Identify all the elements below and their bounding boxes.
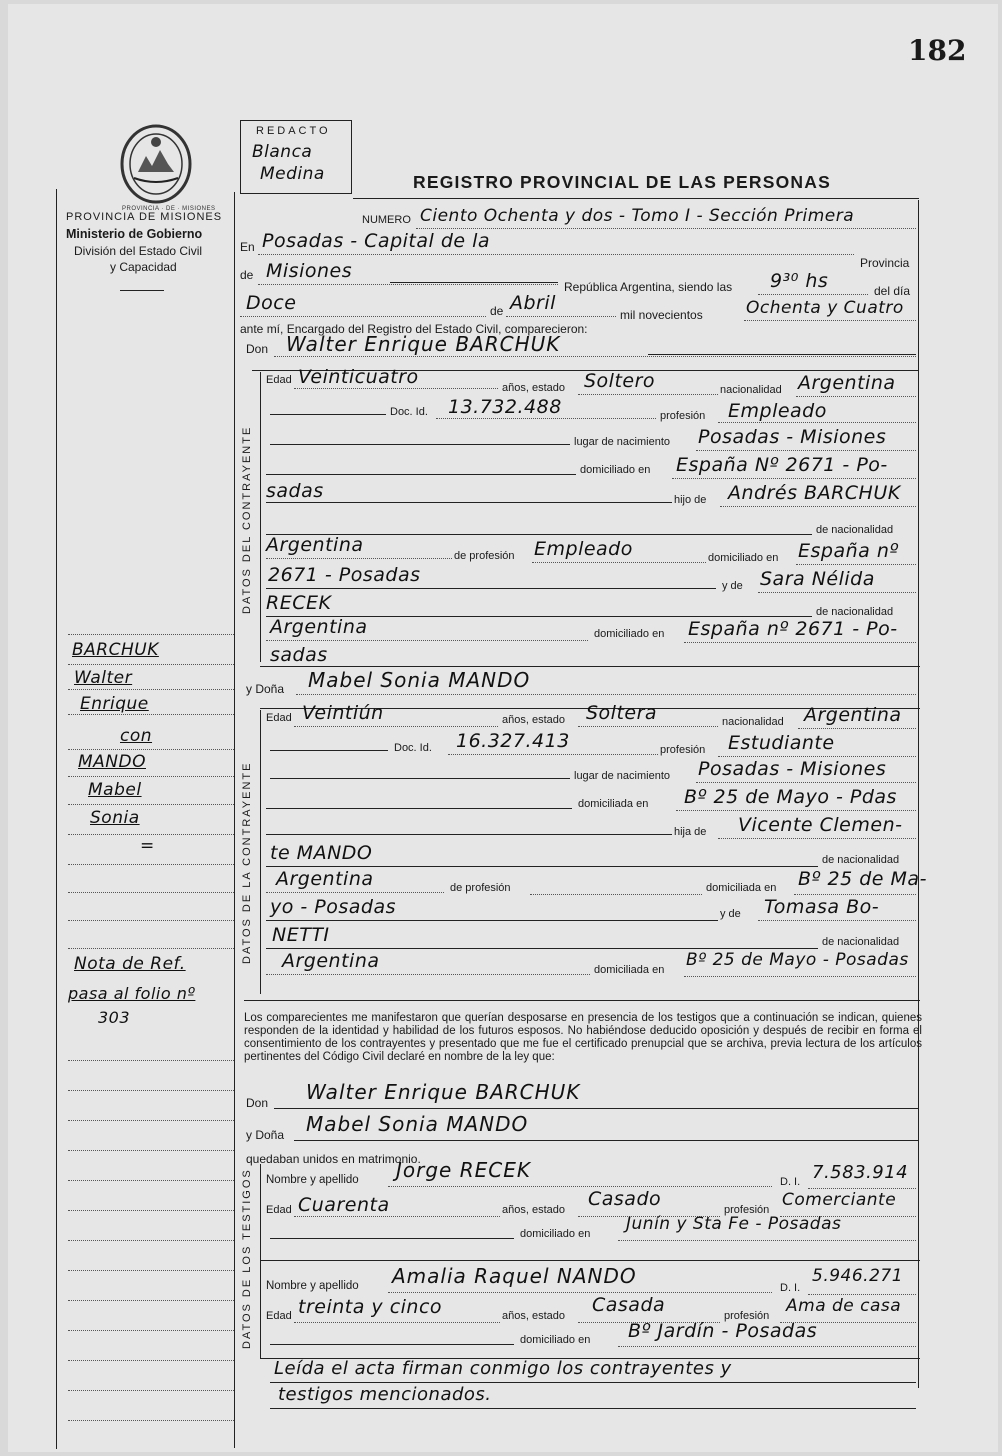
document-page xyxy=(8,4,998,1452)
de-nac2-label: de nacionalidad xyxy=(816,606,894,618)
anos-label: años, estado xyxy=(502,714,565,726)
redacto-name-2: Medina xyxy=(260,164,325,184)
provincia-label: Provincia xyxy=(860,256,910,270)
t2-edad-label: Edad xyxy=(266,1310,292,1322)
margin-line xyxy=(68,804,234,805)
redacto-label: REDACTO xyxy=(256,125,331,137)
y-de-label: y de xyxy=(720,908,741,920)
testigos-side-label: DATOS DE LOS TESTIGOS xyxy=(241,1168,253,1349)
madre-nac-value: Argentina xyxy=(282,950,380,972)
strike-line xyxy=(648,354,916,355)
underline xyxy=(416,228,916,229)
margin-line xyxy=(68,948,234,949)
field-line xyxy=(270,778,570,779)
underline xyxy=(258,254,854,255)
estado-value: Soltera xyxy=(586,702,658,724)
padre-value: Andrés BARCHUK xyxy=(728,482,901,504)
field-line xyxy=(266,588,716,589)
anio-value: Ochenta y Cuatro xyxy=(746,298,904,318)
de2-label: de xyxy=(490,304,504,318)
section-bracket xyxy=(260,372,261,662)
dom-value-2: sadas xyxy=(266,480,324,502)
anos-label: años, estado xyxy=(502,382,565,394)
left-column-border xyxy=(56,189,57,1449)
quedaban-text: quedaban unidos en matrimonio. xyxy=(246,1152,421,1166)
margin-line xyxy=(68,1390,234,1391)
top-frame-line xyxy=(353,198,919,199)
field-line xyxy=(266,866,818,867)
lugar-value: Posadas - Misiones xyxy=(698,758,887,780)
hora-value: 9³⁰ hs xyxy=(770,270,829,292)
padre-dom-value-2: yo - Posadas xyxy=(270,896,397,918)
de-nac-label: de nacionalidad xyxy=(822,854,900,866)
margin-line xyxy=(68,664,234,665)
t1-dom-label: domiciliado en xyxy=(520,1228,591,1240)
prof-label: profesión xyxy=(660,410,706,422)
statement-text: Los comparecientes me manifestaron que querían desposarse en presencia de los testigos que a continuación se indican, quienes responden de la identidad y habilidad de los futuros esposos. No habiéndose deducido oposición y después de recibir en forma el consentimiento de los contrayentes y presentado que me fue el certificado prenupcial que se archiva, previa lectura de los artículos pertinentes del Código Civil declaré en nombre de la ley que: xyxy=(244,1012,922,1063)
field-line xyxy=(270,1238,514,1239)
margin-line xyxy=(68,634,234,635)
nac-value: Argentina xyxy=(798,372,896,394)
margin-name-3: con xyxy=(120,726,153,746)
field-line xyxy=(274,1108,918,1109)
t1-prof-value: Comerciante xyxy=(782,1190,897,1210)
underline xyxy=(266,558,452,559)
t1-edad-value: Cuarenta xyxy=(298,1194,390,1216)
underline xyxy=(274,356,916,357)
underline xyxy=(266,974,590,975)
t2-anos-label: años, estado xyxy=(502,1310,565,1322)
underline xyxy=(718,838,916,839)
margin-line xyxy=(68,714,234,715)
margin-line xyxy=(68,1300,234,1301)
de-label: de xyxy=(240,268,254,282)
margin-name-6: Sonia xyxy=(90,808,140,828)
edad-label: Edad xyxy=(266,712,292,724)
underline xyxy=(618,1346,916,1347)
lugar-label: lugar de nacimiento xyxy=(574,436,671,448)
madre-dom-value: España nº 2671 - Po- xyxy=(688,618,898,640)
underline xyxy=(388,1292,772,1293)
underline xyxy=(672,478,916,479)
t2-dom-label: domiciliado en xyxy=(520,1334,591,1346)
province-label: PROVINCIA DE MISIONES xyxy=(66,211,223,223)
underline xyxy=(578,726,718,727)
margin-line xyxy=(68,1090,234,1091)
underline xyxy=(720,506,916,507)
underline xyxy=(266,640,588,641)
margin-name-2: Enrique xyxy=(80,694,149,714)
de-nac2-label: de nacionalidad xyxy=(822,936,900,948)
field-line xyxy=(270,1344,514,1345)
section-bracket xyxy=(260,710,261,994)
t2-prof-label: profesión xyxy=(724,1310,770,1322)
padre-value: Vicente Clemen- xyxy=(738,814,903,836)
statement-don-value: Walter Enrique BARCHUK xyxy=(306,1080,581,1104)
folio-number: 182 xyxy=(908,34,967,67)
t2-estado-value: Casada xyxy=(592,1294,666,1316)
t2-prof-value: Ama de casa xyxy=(786,1296,902,1316)
y-dona-label: y Doña xyxy=(246,682,285,696)
closing-line-2: testigos mencionados. xyxy=(278,1384,492,1405)
seal-text: PROVINCIA · DE · MISIONES xyxy=(122,206,216,212)
padre-nac-value: Argentina xyxy=(266,534,364,556)
t1-anos-label: años, estado xyxy=(502,1204,565,1216)
field-line xyxy=(266,502,672,503)
divider xyxy=(120,290,164,291)
dom-value: España Nº 2671 - Po- xyxy=(676,454,888,476)
de-nac-label: de nacionalidad xyxy=(816,524,894,536)
statement-dona-value: Mabel Sonia MANDO xyxy=(306,1112,529,1136)
hijo-label: hijo de xyxy=(674,494,707,506)
margin-line xyxy=(68,920,234,921)
underline xyxy=(258,284,558,285)
don-value: Walter Enrique BARCHUK xyxy=(286,332,561,356)
underline xyxy=(696,450,916,451)
section-rule xyxy=(260,666,920,667)
padre-value-2: te MANDO xyxy=(270,842,373,864)
en-value: Posadas - Capital de la xyxy=(262,230,491,252)
provincial-seal-icon xyxy=(116,122,196,206)
hija-label: hija de xyxy=(674,826,707,838)
dom-label: domiciliada en xyxy=(578,798,649,810)
underline xyxy=(296,694,916,695)
numero-label: NUMERO xyxy=(362,214,411,226)
margin-line xyxy=(68,1240,234,1241)
t1-prof-label: profesión xyxy=(724,1204,770,1216)
underline xyxy=(808,1188,916,1189)
margin-name-7: = xyxy=(140,836,155,856)
margin-line xyxy=(68,1270,234,1271)
field-line xyxy=(270,444,570,445)
content-right-border xyxy=(918,200,919,1388)
t2-nombre-value: Amalia Raquel NANDO xyxy=(392,1264,637,1288)
de-prof-label: de profesión xyxy=(454,550,515,562)
del-dia-label: del día xyxy=(874,284,911,298)
field-line xyxy=(266,834,672,835)
dom-label: domiciliado en xyxy=(580,464,651,476)
t2-edad-value: treinta y cinco xyxy=(298,1296,443,1318)
underline xyxy=(618,1240,916,1241)
margin-name-5: Mabel xyxy=(88,780,142,800)
y-de-label: y de xyxy=(722,580,743,592)
nac-value: Argentina xyxy=(804,704,902,726)
underline xyxy=(684,642,916,643)
republica-label: República Argentina, siendo las xyxy=(564,280,733,294)
margin-name-4: MANDO xyxy=(78,752,146,772)
de-prof-label: de profesión xyxy=(450,882,511,894)
doc-label: Doc. Id. xyxy=(394,742,432,754)
t1-edad-label: Edad xyxy=(266,1204,292,1216)
padre-prof-value: Empleado xyxy=(534,538,633,560)
content-left-border xyxy=(234,192,235,1448)
prof-label: profesión xyxy=(660,744,706,756)
margin-name-1: Walter xyxy=(74,668,133,688)
underline xyxy=(684,976,916,977)
underline xyxy=(266,892,444,893)
t2-nombre-label: Nombre y apellido xyxy=(266,1280,359,1292)
underline xyxy=(676,810,916,811)
margin-line xyxy=(68,1060,234,1061)
madre-value: Tomasa Bo- xyxy=(764,896,880,918)
page-title: REGISTRO PROVINCIAL DE LAS PERSONAS xyxy=(413,172,831,192)
margin-line xyxy=(68,1120,234,1121)
dona-value: Mabel Sonia MANDO xyxy=(308,668,531,692)
margin-note-1: Nota de Ref. xyxy=(74,954,186,974)
margin-note-3: 303 xyxy=(98,1008,131,1027)
doc-value: 13.732.488 xyxy=(448,396,562,418)
field-line xyxy=(266,808,572,809)
madre-dom-value: Bº 25 de Mayo - Posadas xyxy=(686,950,909,970)
de-value: Misiones xyxy=(266,260,353,282)
ministry-label: Ministerio de Gobierno xyxy=(66,227,203,241)
mes-value: Abril xyxy=(510,292,556,314)
dom-value: Bº 25 de Mayo - Pdas xyxy=(684,786,897,808)
field-line xyxy=(266,474,576,475)
margin-line xyxy=(68,776,234,777)
padre-dom-label: domiciliada en xyxy=(706,882,777,894)
underline xyxy=(794,894,916,895)
underline xyxy=(506,316,616,317)
ante-text: ante mí, Encargado del Registro del Estado Civil, comparecieron: xyxy=(240,322,588,336)
contrayenta-side-label: DATOS DE LA CONTRAYENTE xyxy=(241,761,253,964)
padre-dom-value-2: 2671 - Posadas xyxy=(268,564,421,586)
underline xyxy=(798,728,916,729)
margin-line xyxy=(68,689,234,690)
underline xyxy=(718,422,916,423)
statement-don-label: Don xyxy=(246,1096,269,1110)
margin-line xyxy=(68,1210,234,1211)
padre-dom-value: España nº xyxy=(798,540,899,562)
underline xyxy=(294,1216,500,1217)
madre-value-2: RECEK xyxy=(266,592,332,614)
margin-name-0: BARCHUK xyxy=(72,640,159,660)
underline xyxy=(578,394,718,395)
field-line xyxy=(270,1382,916,1383)
margin-line xyxy=(68,1180,234,1181)
t1-di-value: 7.583.914 xyxy=(812,1162,909,1183)
mil-label: mil novecientos xyxy=(620,308,703,322)
statement-dona-label: y Doña xyxy=(246,1128,285,1142)
redacto-name-1: Blanca xyxy=(252,142,313,162)
underline xyxy=(448,754,658,755)
margin-line xyxy=(68,834,234,835)
strike-line xyxy=(390,282,558,283)
estado-value: Soltero xyxy=(584,370,656,392)
t1-dom-value: Junín y Sta Fe - Posadas xyxy=(626,1214,842,1234)
section-rule xyxy=(244,1000,920,1001)
underline xyxy=(718,756,916,757)
doc-label: Doc. Id. xyxy=(390,406,428,418)
en-label: En xyxy=(240,240,255,254)
underline xyxy=(796,396,916,397)
contrayente-side-label: DATOS DEL CONTRAYENTE xyxy=(241,425,253,614)
underline xyxy=(294,388,498,389)
field-line xyxy=(270,1408,916,1409)
madre-dom-label: domiciliada en xyxy=(594,964,665,976)
margin-line xyxy=(68,1150,234,1151)
madre-value: Sara Nélida xyxy=(760,568,875,590)
field-line xyxy=(270,750,388,751)
padre-dom-value: Bº 25 de Ma- xyxy=(798,868,927,890)
madre-dom-value-2: sadas xyxy=(270,644,328,666)
t1-nombre-label: Nombre y apellido xyxy=(266,1174,359,1186)
t2-dom-value: Bº Jardín - Posadas xyxy=(628,1320,818,1342)
underline xyxy=(388,1186,772,1187)
madre-nac-value: Argentina xyxy=(270,616,368,638)
underline xyxy=(436,418,656,419)
margin-line xyxy=(68,864,234,865)
underline xyxy=(796,564,916,565)
underline xyxy=(758,920,916,921)
nac-label: nacionalidad xyxy=(722,716,784,728)
margin-line xyxy=(68,749,234,750)
underline xyxy=(696,782,916,783)
field-line xyxy=(266,948,818,949)
lugar-value: Posadas - Misiones xyxy=(698,426,887,448)
division-label: División del Estado Civil xyxy=(74,244,203,258)
t1-nombre-value: Jorge RECEK xyxy=(396,1158,531,1182)
t1-estado-value: Casado xyxy=(588,1188,662,1210)
don-label: Don xyxy=(246,342,269,356)
prof-value: Estudiante xyxy=(728,732,835,754)
lugar-label: lugar de nacimiento xyxy=(574,770,671,782)
edad-value: Veinticuatro xyxy=(298,366,419,388)
underline xyxy=(240,316,486,317)
doc-value: 16.327.413 xyxy=(456,730,570,752)
nac-label: nacionalidad xyxy=(720,384,782,396)
underline xyxy=(294,1322,500,1323)
numero-value: Ciento Ochenta y dos - Tomo I - Sección Primera xyxy=(420,206,855,226)
section-rule xyxy=(260,1260,920,1261)
field-line xyxy=(294,1140,918,1141)
prof-value: Empleado xyxy=(728,400,827,422)
madre-value-2: NETTI xyxy=(272,924,330,946)
padre-dom-label: domiciliado en xyxy=(708,552,779,564)
field-line xyxy=(266,920,718,921)
margin-line xyxy=(68,1360,234,1361)
underline xyxy=(758,592,916,593)
underline xyxy=(744,320,916,321)
margin-line xyxy=(68,1420,234,1421)
madre-dom-label: domiciliado en xyxy=(594,628,665,640)
underline xyxy=(758,294,868,295)
padre-nac-value: Argentina xyxy=(276,868,374,890)
underline xyxy=(294,726,498,727)
field-line xyxy=(270,414,386,415)
underline xyxy=(532,562,706,563)
underline xyxy=(530,894,702,895)
margin-line xyxy=(68,1330,234,1331)
t1-di-label: D. I. xyxy=(780,1176,801,1188)
dia-value: Doce xyxy=(246,292,297,314)
margin-line xyxy=(68,892,234,893)
closing-line-1: Leída el acta firman conmigo los contrayentes y xyxy=(274,1358,732,1379)
section-bracket xyxy=(260,1164,261,1358)
edad-value: Veintiún xyxy=(302,702,384,724)
division-label-2: y Capacidad xyxy=(110,260,177,274)
margin-note-2: pasa al folio nº xyxy=(68,984,196,1003)
underline xyxy=(808,1294,916,1295)
t2-di-label: D. I. xyxy=(780,1282,801,1294)
edad-label: Edad xyxy=(266,374,292,386)
t2-di-value: 5.946.271 xyxy=(812,1266,904,1286)
